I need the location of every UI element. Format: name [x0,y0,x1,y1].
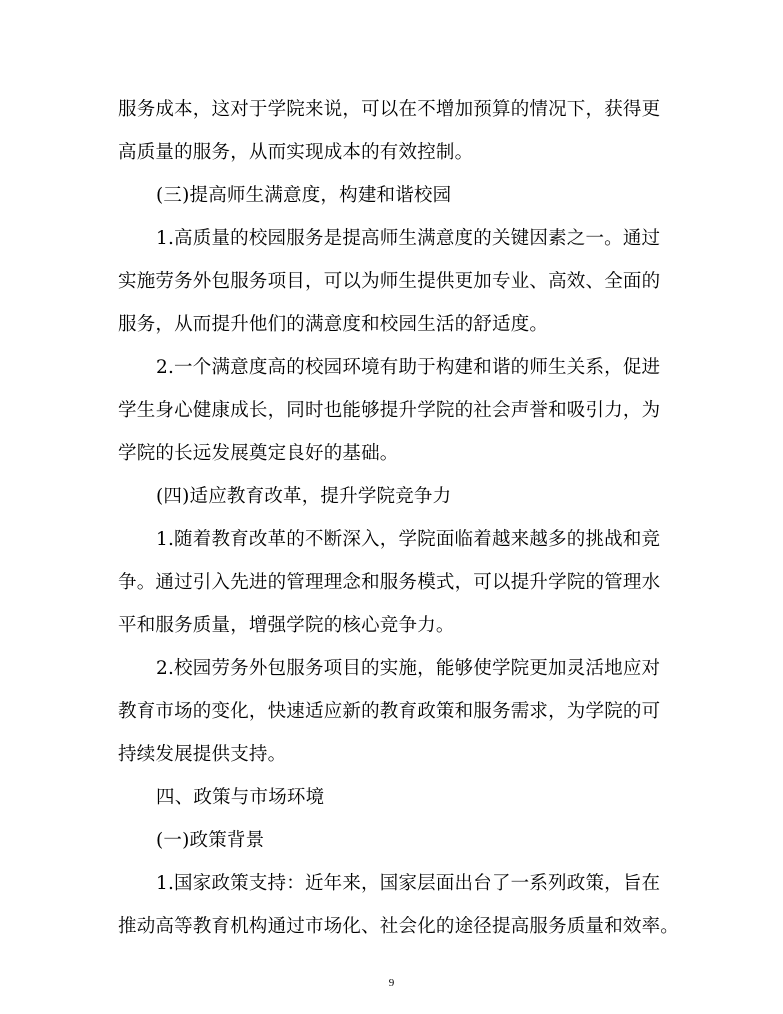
paragraph-line: 持续发展提供支持。 [118,744,287,765]
paragraph-line: 教育市场的变化，快速适应新的教育政策和服务需求，为学院的可 [118,701,661,722]
paragraph-line: 1.国家政策支持：近年来，国家层面出台了一系列政策，旨在 [156,873,661,894]
section-heading: (一)政策背景 [156,830,265,851]
paragraph-line: 高质量的服务，从而实现成本的有效控制。 [118,142,474,163]
paragraph-line: 2.校园劳务外包服务项目的实施，能够使学院更加灵活地应对 [156,658,661,679]
page-number: 9 [388,977,395,989]
section-heading: (三)提高师生满意度，构建和谐校园 [156,185,452,206]
paragraph-line: 争。通过引入先进的管理理念和服务模式，可以提升学院的管理水 [118,572,661,593]
paragraph-line: 推动高等教育机构通过市场化、社会化的途径提高服务质量和效率。 [118,916,680,937]
paragraph-line: 实施劳务外包服务项目，可以为师生提供更加专业、高效、全面的 [118,271,661,292]
paragraph-line: 2.一个满意度高的校园环境有助于构建和谐的师生关系，促进 [156,357,661,378]
paragraph-line: 学生身心健康成长，同时也能够提升学院的社会声誉和吸引力，为 [118,400,661,421]
paragraph-line: 服务成本，这对于学院来说，可以在不增加预算的情况下，获得更 [118,99,661,120]
paragraph-line: 1.随着教育改革的不断深入，学院面临着越来越多的挑战和竞 [156,529,661,550]
paragraph-line: 服务，从而提升他们的满意度和校园生活的舒适度。 [118,314,549,335]
paragraph-line: 学院的长远发展奠定良好的基础。 [118,443,399,464]
paragraph-line: 平和服务质量，增强学院的核心竞争力。 [118,615,455,636]
chapter-heading: 四、政策与市场环境 [156,787,325,808]
paragraph-line: 1.高质量的校园服务是提高师生满意度的关键因素之一。通过 [156,228,661,249]
section-heading: (四)适应教育改革，提升学院竞争力 [156,486,452,507]
